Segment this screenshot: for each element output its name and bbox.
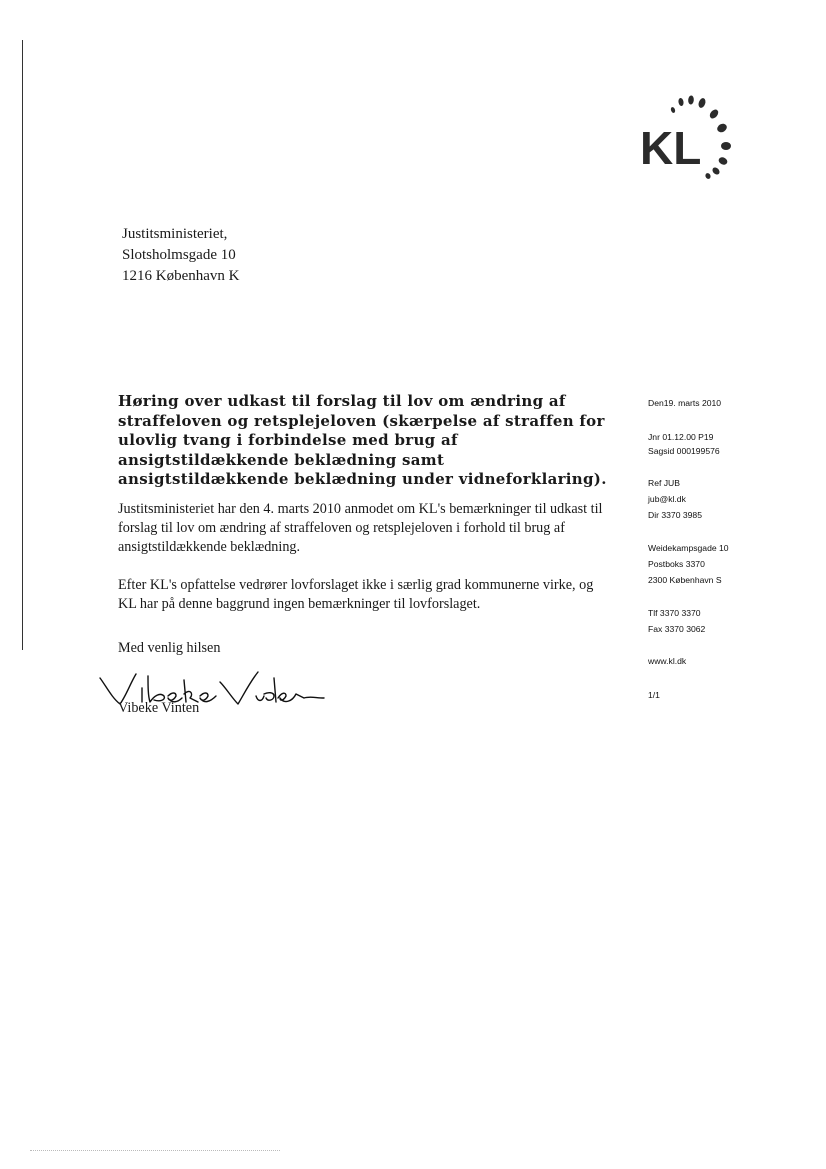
journal-number: Jnr 01.12.00 P19 — [648, 432, 714, 442]
scan-edge-line — [22, 40, 23, 650]
recipient-city: 1216 København K — [122, 268, 240, 284]
recipient-address — [122, 224, 239, 287]
letter-date: Den19. marts 2010 — [648, 398, 722, 408]
contact-email: jub@kl.dk — [648, 494, 686, 504]
sender-postbox: Postboks 3370 — [648, 559, 705, 569]
phone-number: Tlf 3370 3370 — [648, 608, 701, 618]
kl-logo — [640, 92, 750, 187]
page-number: 1/1 — [648, 690, 660, 700]
closing-salutation: Med venlig hilsen — [118, 640, 221, 656]
case-id: Sagsid 000199576 — [648, 446, 720, 456]
kl-logo-graphic — [640, 92, 750, 187]
sender-street: Weidekampsgade 10 — [648, 543, 729, 553]
letter-subject: Høring over udkast til forslag til lov om ændring af straffeloven og retsplejeloven (skærpelse af straffen for ulovlig tvang i forbindelse med brug af ansigtstildækkende beklædning samt ansigtstildækkende beklædning under vidneforklaring). — [118, 392, 607, 488]
direct-phone: Dir 3370 3985 — [648, 510, 702, 520]
body-paragraph-2: Efter KL's opfattelse vedrører lovforslaget ikke i særlig grad kommunerne virke, og KL har på denne baggrund ingen bemærkninger til lovforslaget. — [118, 577, 594, 612]
kl-logo-text: KL — [640, 122, 702, 174]
recipient-street: Slotsholmsgade 10 — [122, 247, 236, 263]
letter-body — [118, 500, 608, 633]
sender-city: 2300 København S — [648, 575, 722, 585]
body-paragraph-1: Justitsministeriet har den 4. marts 2010 anmodet om KL's bemærkninger til udkast til forslag til lov om ændring af straffeloven og retsplejeloven i forhold til brug af ansigtstildækkende beklædning. — [118, 501, 603, 555]
website: www.kl.dk — [648, 656, 687, 666]
recipient-name: Justitsministeriet, — [122, 226, 228, 242]
signer-name: Vibeke Vinten — [118, 700, 200, 716]
scan-footer-noise — [30, 1150, 280, 1153]
reference: Ref JUB — [648, 478, 680, 488]
fax-number: Fax 3370 3062 — [648, 624, 706, 634]
